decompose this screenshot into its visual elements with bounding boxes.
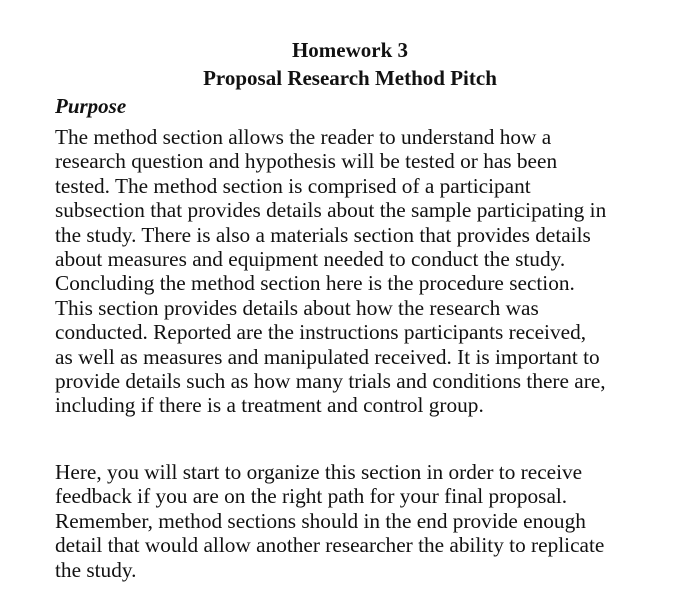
paragraph-line: the study. There is also a materials section that provides details bbox=[55, 222, 591, 247]
purpose-paragraph-1 bbox=[55, 125, 606, 418]
paragraph-line: Here, you will start to organize this section in order to receive bbox=[55, 460, 583, 484]
paragraph-line: Remember, method sections should in the end provide enough bbox=[55, 508, 586, 533]
purpose-paragraph-2 bbox=[55, 460, 604, 582]
section-heading-purpose: Purpose bbox=[55, 94, 127, 118]
paragraph-line: Concluding the method section here is the procedure section. bbox=[55, 271, 575, 296]
paragraph-line: detail that would allow another researcher the ability to replicate bbox=[55, 533, 605, 558]
paragraph-line: the study. bbox=[55, 557, 137, 582]
document-subtitle: Proposal Research Method Pitch bbox=[203, 66, 497, 90]
paragraph-line: about measures and equipment needed to conduct the study. bbox=[55, 247, 566, 272]
paragraph-line: This section provides details about how the research was bbox=[55, 295, 539, 320]
paragraph-line: feedback if you are on the right path for your final proposal. bbox=[55, 484, 568, 509]
paragraph-line: including if there is a treatment and control group. bbox=[55, 393, 484, 418]
document-title: Homework 3 bbox=[291, 38, 409, 62]
paragraph-line: provide details such as how many trials and conditions there are, bbox=[55, 369, 606, 394]
paragraph-line: research question and hypothesis will be tested or has been bbox=[55, 149, 558, 174]
paragraph-line: as well as measures and manipulated received. It is important to bbox=[55, 344, 600, 369]
paragraph-line: The method section allows the reader to understand how a bbox=[55, 125, 552, 149]
paragraph-line: tested. The method section is comprised of a participant bbox=[55, 173, 531, 198]
paragraph-line: conducted. Reported are the instructions participants received, bbox=[55, 320, 587, 345]
paragraph-line: subsection that provides details about the sample participating in bbox=[55, 198, 607, 223]
